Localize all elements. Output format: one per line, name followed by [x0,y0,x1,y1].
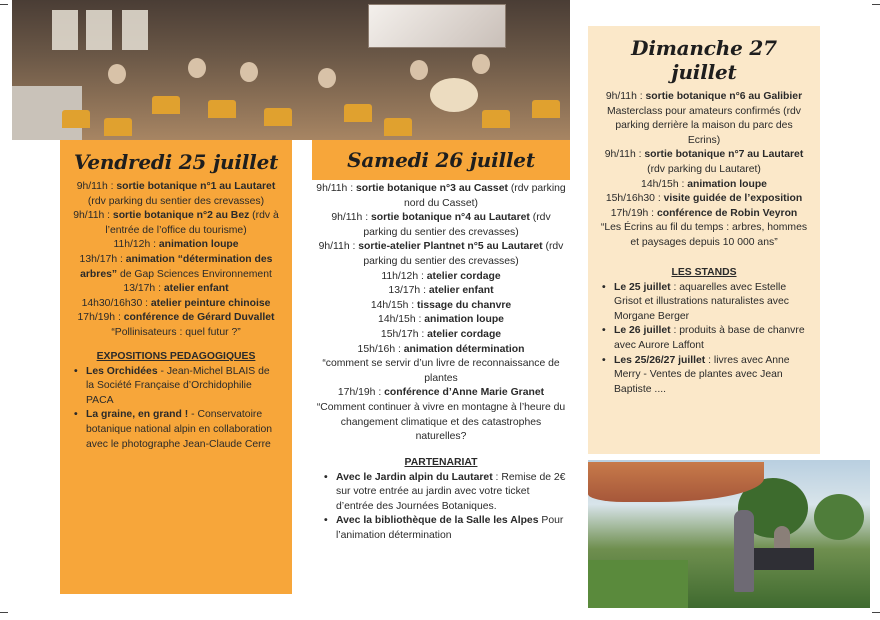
event-time: 9h/11h : [316,183,356,194]
event-title: sortie botanique n°7 au Lautaret [644,149,804,161]
event-line [600,90,808,148]
event-title: animation loupe [158,239,239,251]
event-title: animation loupe [424,314,504,326]
stand-item-detail: : livres avec Anne Merry - Ventes de plantes avec Jean Baptiste .... [614,354,790,395]
person [734,510,754,592]
chair [532,100,560,118]
event-title: visite guidée de l’exposition [663,193,803,205]
event-line [600,221,808,250]
event-line [600,148,808,177]
event-time: 11h/12h : [113,239,159,251]
chair [384,118,412,136]
crop-mark [0,4,8,5]
event-time: 15h/17h : [380,328,428,340]
event-title: sortie botanique n°6 au Galibier [645,91,803,102]
event-time: 9h/11h : [318,241,359,253]
event-title: atelier cordage [427,328,502,340]
friday-column [60,140,292,594]
sunday-column [588,26,820,454]
event-line [314,401,568,445]
stand-item-detail: : aquarelles avec Estelle Grisot et illustrations naturalistes avec Morgane Berger [614,281,789,322]
window [86,10,112,50]
event-detail: “comment se servir d’un livre de reconnaissance de plantes [322,358,560,384]
projection-screen [368,4,506,48]
event-time: 13/17h : [388,285,429,297]
crop-mark [872,612,880,613]
partner-item-title: Avec la bibliothèque de la Salle les Alpes [336,515,539,527]
event-time: 9h/11h : [331,212,371,224]
event-line [314,357,568,386]
stand-list [600,281,808,398]
event-line [314,328,568,343]
event-detail: (rdv parking du sentier des crevasses) [87,195,265,207]
umbrella [588,462,764,502]
window [122,10,148,50]
event-line [314,284,568,299]
stand-item-title: Le 25 juillet [614,281,671,293]
partner-item [322,471,568,515]
event-title: sortie botanique n°2 au Bez [112,210,250,222]
event-time: 17h/19h : [337,387,385,399]
person-head [472,54,490,74]
event-time: 14h/15h : [378,314,425,326]
exhibition-list [72,365,280,453]
saturday-title-band [312,140,570,180]
chair [104,118,132,136]
stand-item-title: Le 26 juillet [614,325,671,337]
event-detail: “Comment continuer à vivre en montagne à l’heure du changement climatique et des catastrophes naturelles? [316,401,566,443]
event-time: 13/17h : [123,283,164,295]
event-line [314,240,568,269]
event-line [72,238,280,253]
exhibition-item-detail: - Jean-Michel BLAIS de la Société Française d’Orchidophilie PACA [86,365,270,406]
event-time: 14h/15h : [370,299,418,311]
person-head [108,64,126,84]
partner-item-detail: Pour l’animation détermination [336,515,564,542]
partner-item-detail: : Remise de 2€ sur votre entrée au jardin avec votre ticket d’entrée des Journées Botaniques. [336,471,566,512]
conference-audience-photo [12,0,570,140]
partner-item-title: Avec le Jardin alpin du Lautaret [336,471,493,483]
exhibition-item [72,408,280,452]
event-title: atelier enfant [163,283,229,295]
event-title: sortie botanique n°3 au Casset [355,183,508,194]
outdoor-stand-photo [588,460,870,608]
day-title: Vendredi 25 juillet [73,150,279,174]
crop-mark [0,612,8,613]
event-list [314,182,568,445]
event-detail: (rdv parking du sentier des crevasses) [363,241,564,267]
exhibition-item [72,365,280,409]
event-title: conférence d’Anne Marie Granet [384,387,545,399]
section-title: EXPOSITIONS PEDAGOGIQUES [96,350,256,362]
stand-item-title: Les 25/26/27 juillet [614,354,706,366]
event-time: 9h/11h : [605,91,646,102]
event-detail: (rdv parking du Lautaret) [647,163,761,175]
event-title: atelier enfant [428,285,494,297]
event-detail: “Les Écrins au fil du temps : arbres, hommes et paysages depuis 10 000 ans” [600,222,808,248]
stand-item-detail: : produits à base de chanvre avec Aurore Laffont [614,325,805,351]
stand-item [600,281,808,325]
exhibition-item-detail: - Conservatoire botanique national alpin en collaboration avec le photographe Jean-Claude Cerre [86,409,273,450]
event-title: atelier peinture chinoise [150,297,271,309]
event-title: sortie botanique n°4 au Lautaret [370,212,530,224]
event-title: atelier cordage [426,270,501,282]
event-line [72,209,280,238]
event-line [72,326,280,341]
event-line [600,178,808,193]
event-line [314,313,568,328]
event-list [600,90,808,251]
event-line [314,211,568,240]
event-detail: de Gap Sciences Environnement [117,268,272,280]
event-line [72,297,280,312]
person-head [410,60,428,80]
person-head [240,62,258,82]
person-head [318,68,336,88]
stand-table [754,548,814,570]
stand-item [600,324,808,353]
event-title: conférence de Gérard Duvallet [123,312,275,324]
crop-mark [872,4,880,5]
event-line [72,282,280,297]
event-time: 15h/16h : [357,343,404,355]
day-title: Dimanche 27 juillet [631,36,777,84]
event-title: animation loupe [687,178,767,190]
event-detail: (rdv parking du sentier des crevasses) [363,212,551,238]
event-time: 9h/11h : [76,181,117,192]
person-head [188,58,206,78]
event-line [314,386,568,401]
event-detail: (rdv à l’entrée de l’office du tourisme) [105,210,279,236]
event-title: animation détermination [403,343,525,355]
partner-list [314,471,568,544]
event-time: 14h30/16h30 : [81,297,151,309]
chair [152,96,180,114]
event-line [72,180,280,209]
event-detail: “Pollinisateurs : quel futur ?” [111,326,241,338]
chair [62,110,90,128]
event-time: 15h/16h30 : [605,193,664,205]
event-line [72,311,280,326]
saturday-body [312,180,570,544]
tree [814,494,864,540]
exhibition-item-title: La graine, en grand ! [86,409,192,421]
event-title: tissage du chanvre [417,299,512,311]
event-time: 17h/19h : [610,207,657,219]
day-title: Samedi 26 juillet [347,148,535,172]
chair [344,104,372,122]
event-time: 9h/11h : [73,210,113,222]
event-title: sortie-atelier Plantnet n°5 au Lautaret [358,241,543,253]
event-line [72,253,280,282]
event-time: 9h/11h : [604,149,645,161]
event-line [314,270,568,285]
event-list [72,180,280,341]
event-line [314,343,568,358]
window [52,10,78,50]
section-title: LES STANDS [671,266,737,278]
sun-hat [430,78,478,112]
event-line [600,192,808,207]
chair [208,100,236,118]
event-line [600,207,808,222]
event-time: 17h/19h : [77,312,124,324]
event-line [314,299,568,314]
plants [588,560,688,608]
event-detail: Masterclass pour amateurs confirmés (rdv parking derrière la maison du parc des Ecrins) [606,105,802,146]
stand-item [600,354,808,398]
event-time: 14h/15h : [641,178,688,190]
saturday-column [312,140,570,594]
event-line [314,182,568,211]
exhibition-item-title: Les Orchidées [86,365,158,377]
section-title: PARTENARIAT [404,456,478,468]
event-time: 11h/12h : [381,270,427,282]
partner-item [322,514,568,543]
event-title: sortie botanique n°1 au Lautaret [116,181,276,192]
event-detail: (rdv parking nord du Casset) [404,183,566,209]
chair [264,108,292,126]
event-title: animation “détermination des arbres” [80,253,273,280]
event-title: conférence de Robin Veyron [656,207,798,219]
event-time: 13h/17h : [79,253,126,265]
chair [482,110,510,128]
